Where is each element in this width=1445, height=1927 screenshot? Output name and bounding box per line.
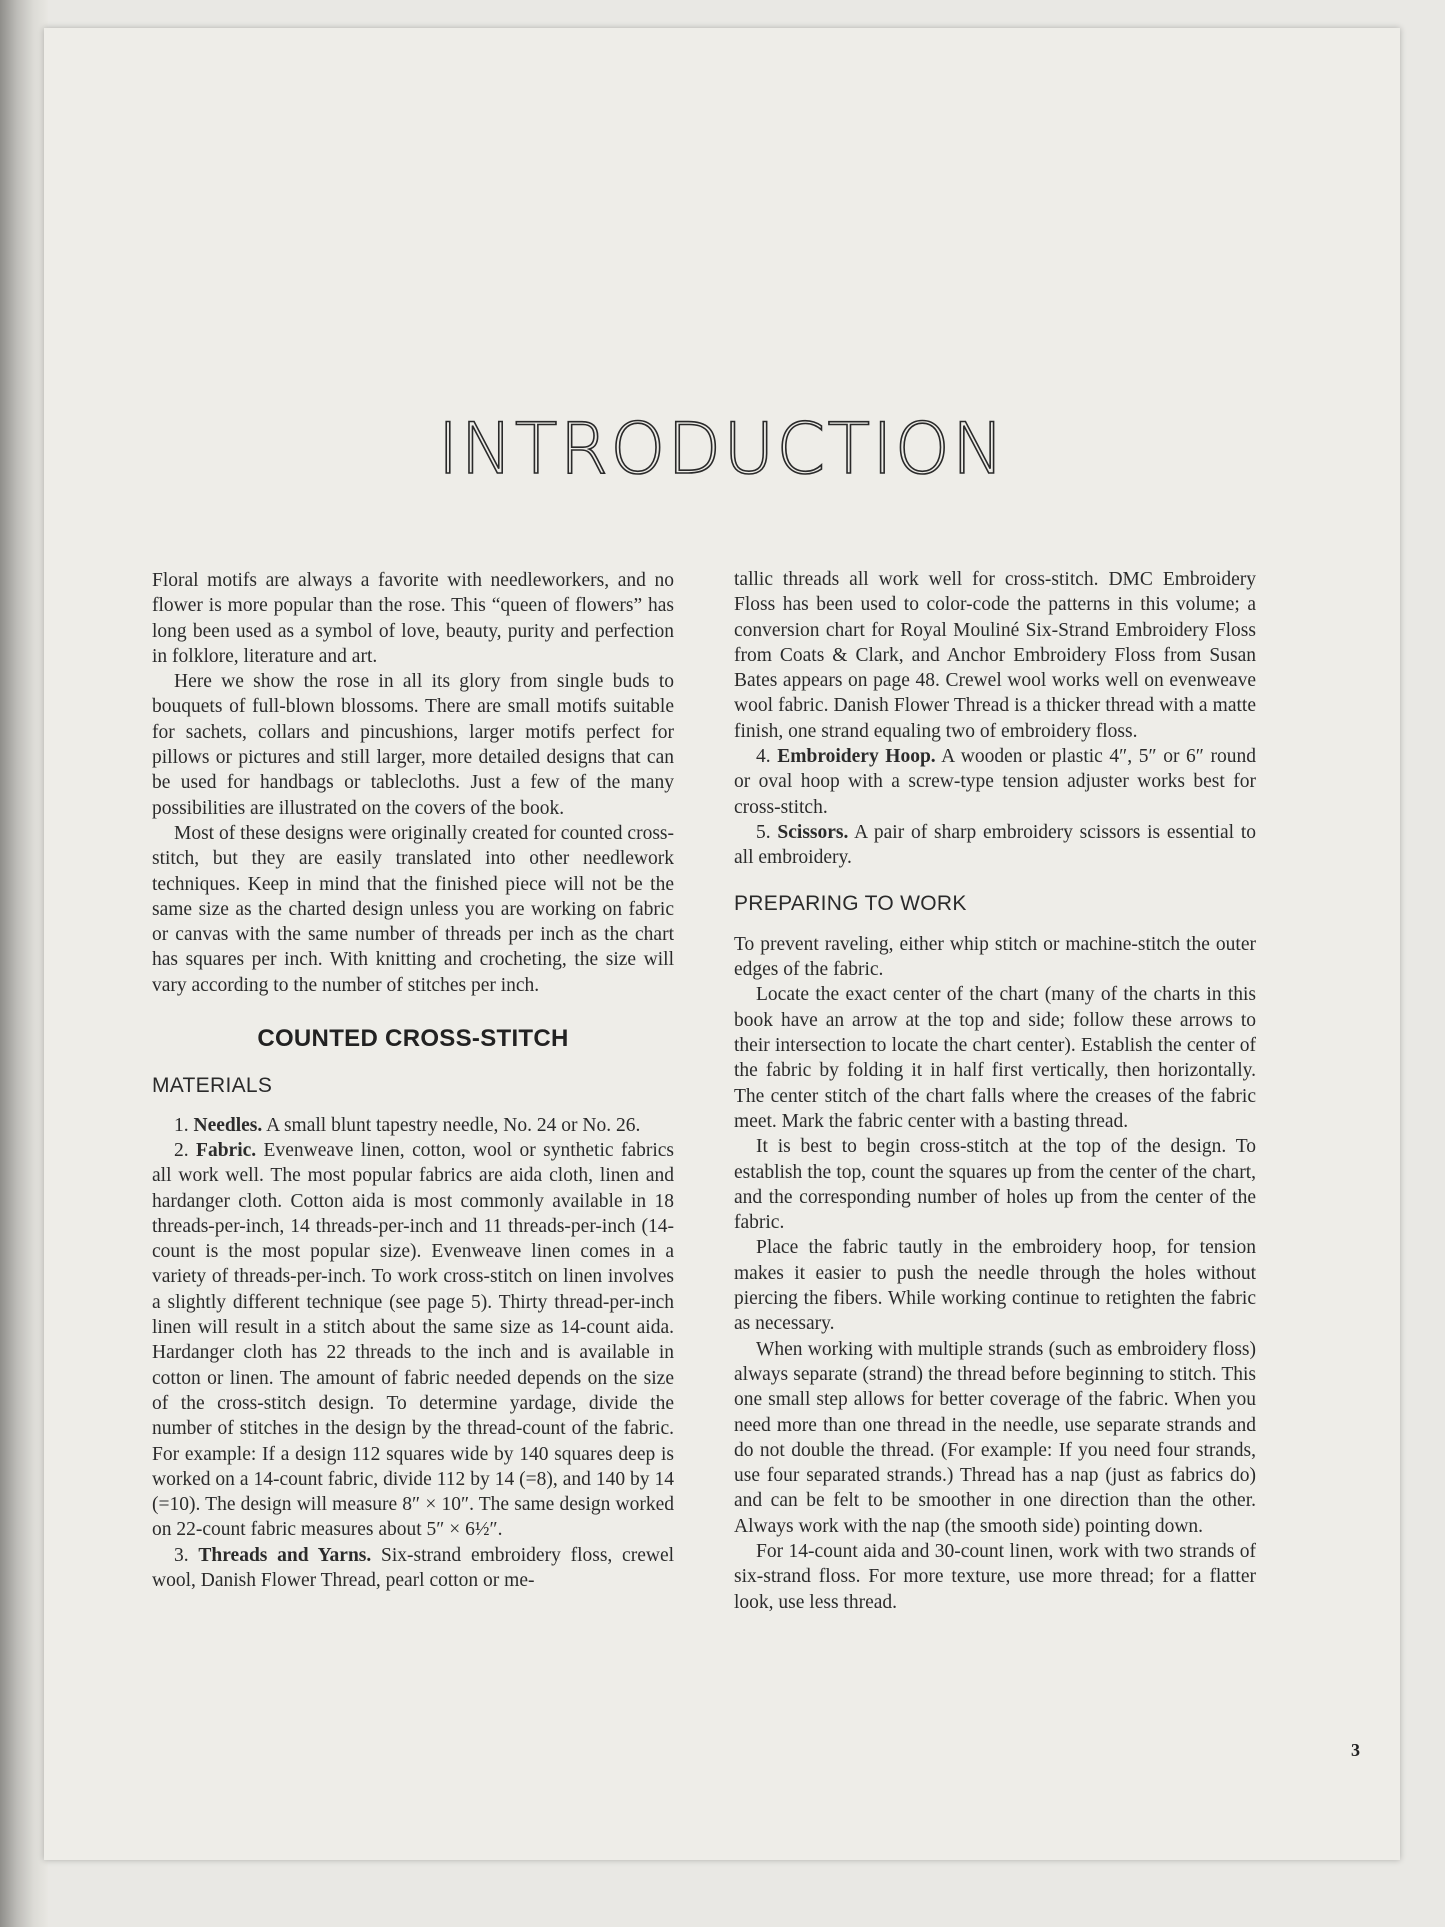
item-text: A small blunt tapestry needle, No. 24 or No. 26. (262, 1114, 641, 1136)
item-text: Evenweave linen, cotton, wool or synthetic fabrics all work well. The most popular fabrics are aida cloth, linen and hardanger cloth. Cotton aida is most commonly available in 18 threads-per-inch, 14 threads-per-inch and 11 threads-per-inch (14-count is the most popular size). Evenweave linen comes in a variety of threads-per-inch. To work cross-stitch on linen involves a slightly different technique (see page 5). Thirty thread-per-inch linen will result in a stitch about the same size as 14-count aida. Hardanger cloth has 22 threads to the inch and is available in cotton or linen. The amount of fabric needed depends on the size of the cross-stitch design. To determine yardage, divide the number of stitches in the design by the thread-count of the fabric. For example: If a design 112 squares wide by 140 squares deep is worked on a 14-count fabric, divide 112 by 14 (=8), and 140 by 14 (=10). The design will measure 8″ × 10″. The same design worked on 22-count fabric measures about 5″ × 6½″. (152, 1139, 675, 1541)
item-number: 2. (174, 1139, 197, 1161)
preparing-paragraph-2: Locate the exact center of the chart (many of the charts in this book have an arrow at the top and side; follow these arrows to their intersection to locate the chart center). Establish the center of the fabric by folding it in half first vertically, then horizontally. The center stitch of the chart falls where the creases of the fabric meet. Mark the fabric center with a basting thread. (734, 984, 1256, 1132)
materials-item-needles (152, 1113, 674, 1138)
item-text: A pair of sharp embroidery scissors is essential to all embroidery. (734, 821, 1256, 869)
preparing-paragraph-4: Place the fabric tautly in the embroidery hoop, for tension makes it easier to push the needle through the holes without piercing the fibers. While working continue to retighten the fabric as necessary. (734, 1237, 1256, 1335)
threads-continuation: tallic threads all work well for cross-stitch. DMC Embroidery Floss has been used to color-code the patterns in this volume; a conversion chart for Royal Mouliné Six-Strand Embroidery Floss from Coats & Clark, and Anchor Embroidery Floss from Susan Bates appears on page 48. Crewel wool works well on evenweave wool fabric. Danish Flower Thread is a thicker thread with a matte finish, one strand equaling two of embroidery floss. (734, 569, 1256, 742)
page-number: 3 (1351, 1740, 1360, 1760)
book-page (44, 28, 1400, 1860)
book-spine-shadow (0, 0, 48, 1927)
preparing-heading: PREPARING TO WORK (734, 891, 967, 915)
intro-paragraph-1: Floral motifs are always a favorite with needleworkers, and no flower is more popular than the rose. This “queen of flowers” has long been used as a symbol of love, beauty, purity and perfection in folklore, literature and art. (152, 570, 674, 667)
materials-item-hoop (734, 744, 1256, 820)
item-number: 4. (756, 746, 778, 768)
right-column (734, 567, 1256, 1615)
intro-paragraph-3: Most of these designs were originally created for counted cross-stitch, but they are easily translated into other needlework techniques. Keep in mind that the finished piece will not be the same size as the charted design unless you are working on fabric or canvas with the same number of threads per inch as the chart has squares per inch. With knitting and crocheting, the size will vary according to the number of stitches per inch. (152, 822, 674, 996)
intro-paragraph-2: Here we show the rose in all its glory from single buds to bouquets of full-blown blossoms. There are small motifs suitable for sachets, collars and pincushions, larger motifs perfect for pillows or pictures and still larger, more detailed designs that can be used for handbags or tablecloths. Just a few of the many possibilities are illustrated on the covers of the book. (152, 671, 674, 819)
materials-item-threads (152, 1543, 674, 1594)
page-title: INTRODUCTION (437, 408, 1007, 490)
item-term: Scissors. (777, 821, 849, 843)
preparing-paragraph-6: For 14-count aida and 30-count linen, work with two strands of six-strand floss. For more texture, use more thread; for a flatter look, use less thread. (734, 1540, 1256, 1613)
materials-item-fabric (152, 1138, 674, 1543)
preparing-paragraph-3: It is best to begin cross-stitch at the top of the design. To establish the top, count the squares up from the center of the chart, and the corresponding number of holes up from the center of the fabric. (734, 1136, 1256, 1234)
item-term: Embroidery Hoop. (777, 746, 936, 768)
item-number: 5. (756, 821, 778, 843)
left-column (152, 568, 674, 1593)
section-heading-counted-cross-stitch: COUNTED CROSS-STITCH (257, 1025, 569, 1053)
item-term: Needles. (193, 1114, 263, 1136)
item-text: Six-strand embroidery floss, crewel wool, Danish Flower Thread, pearl cotton or me- (152, 1544, 675, 1591)
item-text: A wooden or plastic 4″, 5″ or 6″ round or oval hoop with a screw-type tension adjuster works best for cross-stitch. (734, 746, 1257, 818)
preparing-paragraph-5: When working with multiple strands (such as embroidery floss) always separate (strand) the thread before beginning to stitch. This one small step allows for better coverage of the fabric. When you need more than one thread in the needle, use separate strands and do not double the thread. (For example: If you need four strands, use four separated strands.) Thread has a nap (just as fabrics do) and can be felt to be smoother in one direction than the other. Always work with the nap (the smooth side) pointing down. (734, 1338, 1256, 1537)
preparing-paragraph-1: To prevent raveling, either whip stitch or machine-stitch the outer edges of the fabric. (734, 933, 1256, 981)
item-term: Threads and Yarns. (198, 1544, 372, 1566)
materials-heading: MATERIALS (152, 1074, 273, 1098)
item-term: Fabric. (196, 1139, 257, 1161)
item-number: 3. (174, 1544, 199, 1566)
materials-item-scissors (734, 820, 1256, 871)
item-number: 1. (174, 1114, 194, 1136)
